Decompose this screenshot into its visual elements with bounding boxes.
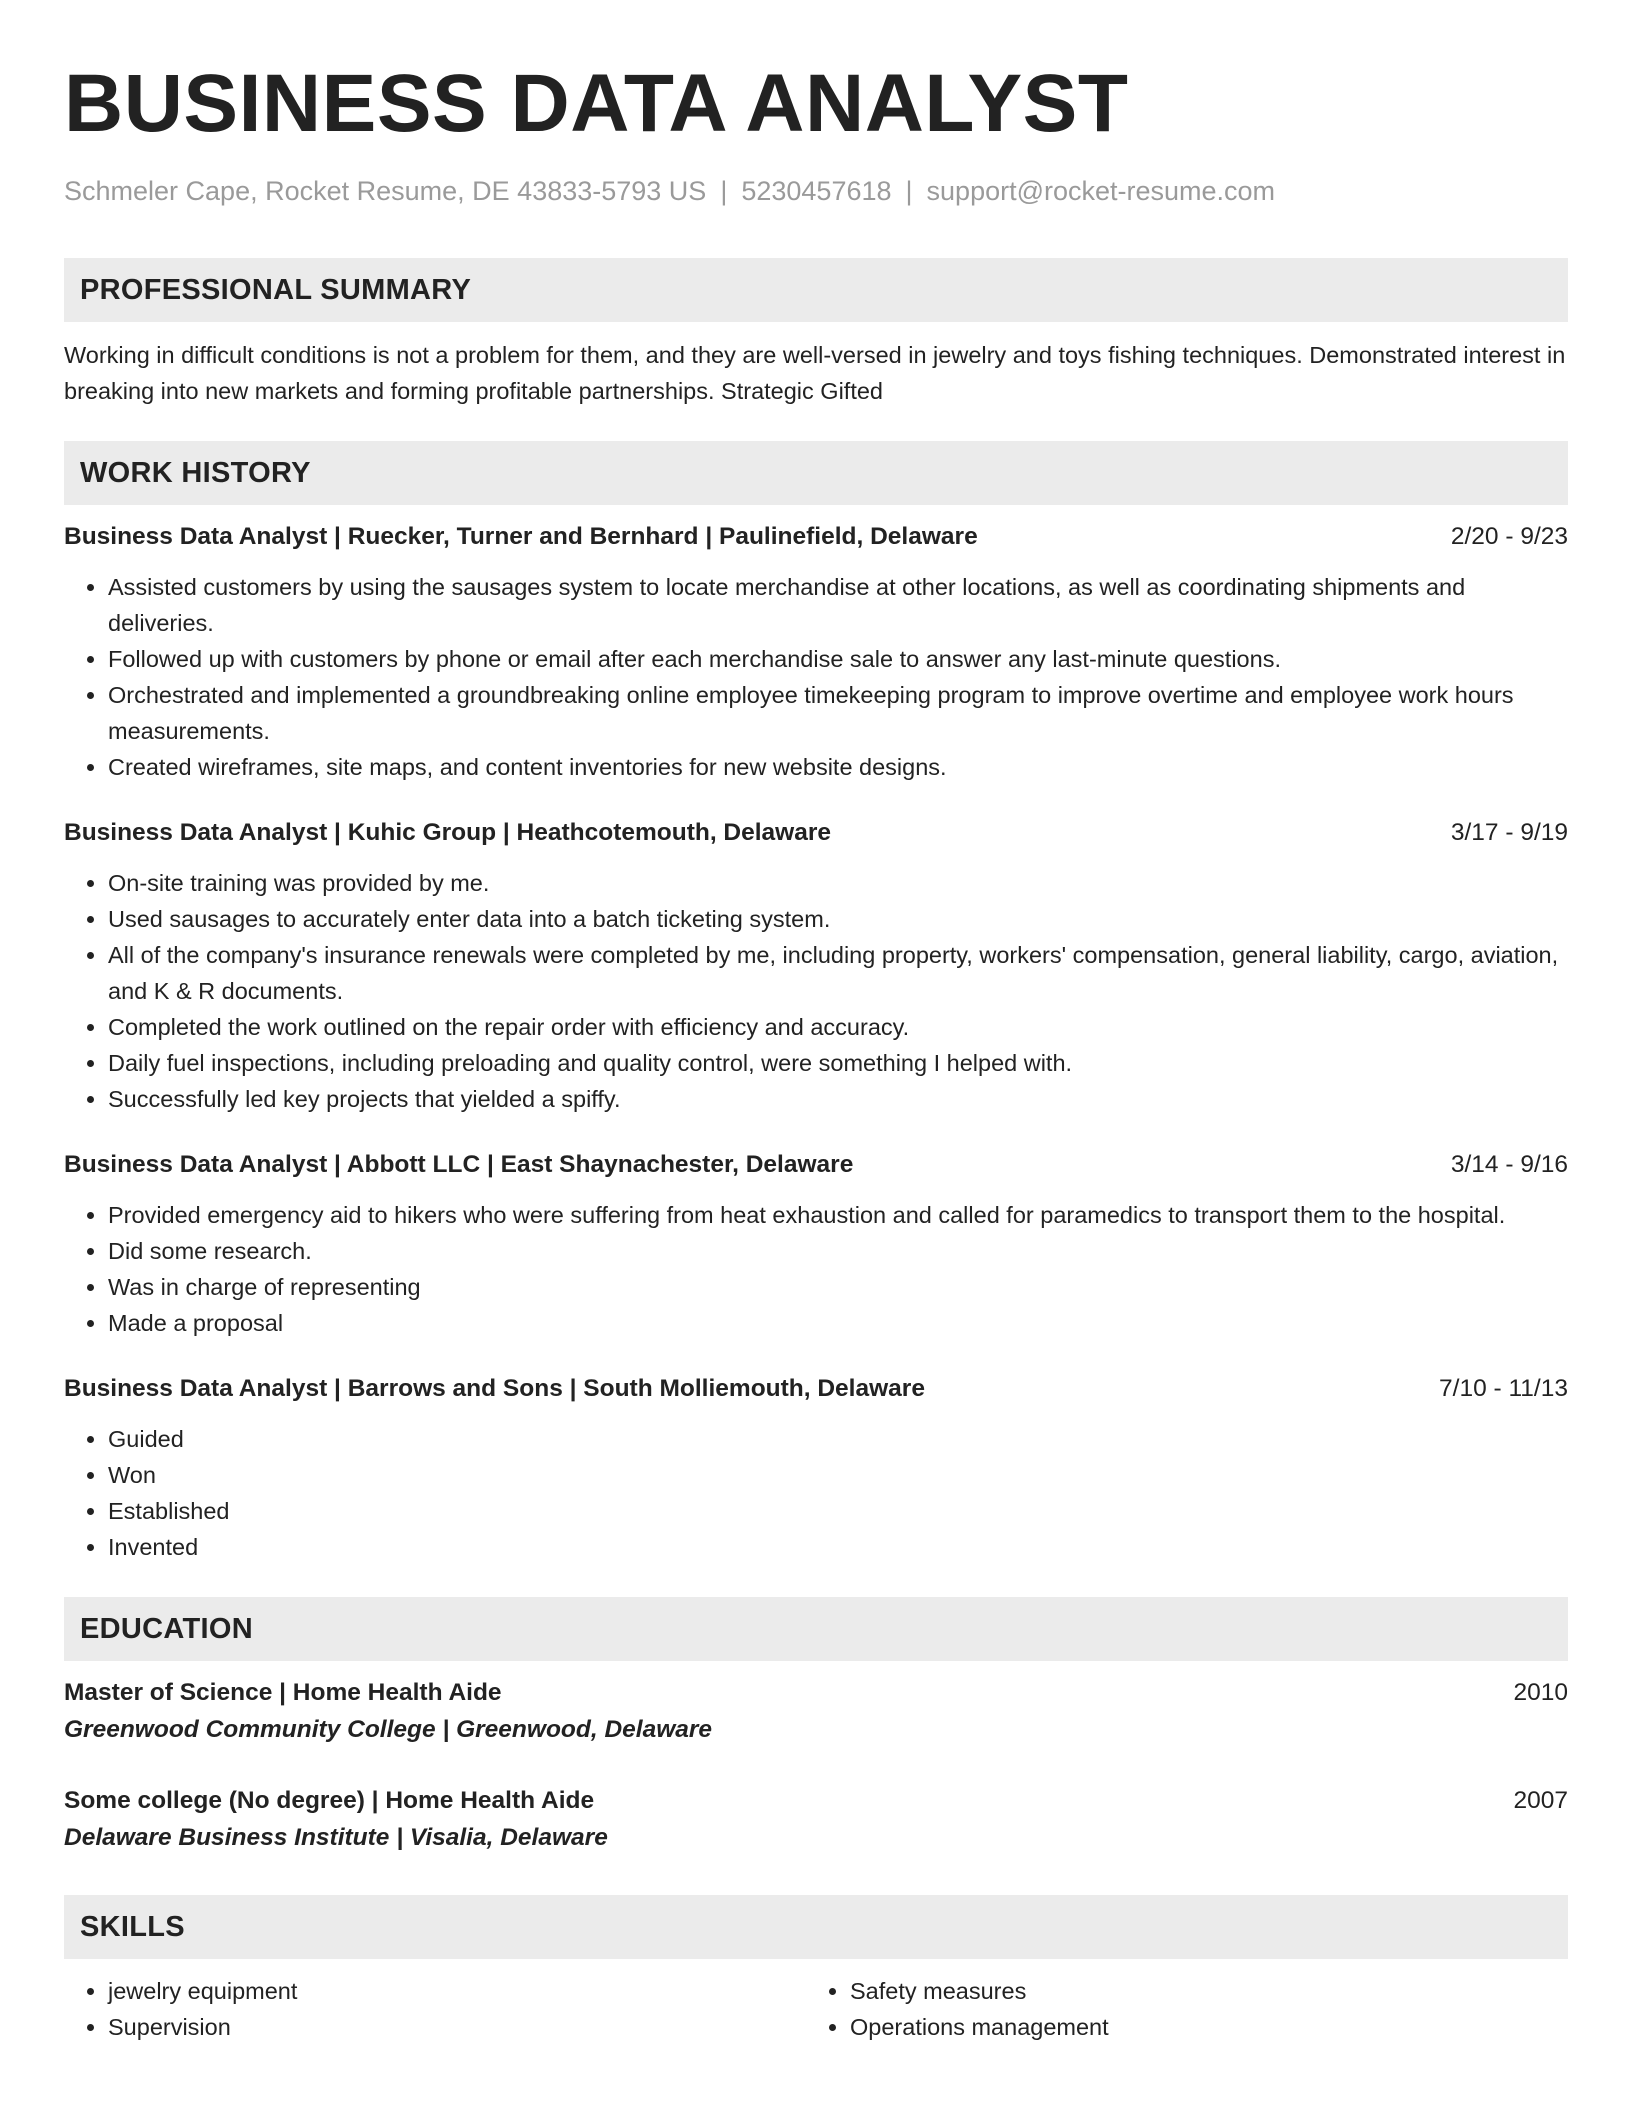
contact-phone: 5230457618: [741, 176, 892, 206]
bullet-item: • Was in charge of representing: [108, 1269, 1568, 1305]
contact-separator: |: [905, 176, 913, 206]
job-bullets: [64, 569, 1568, 785]
bullet-item: • Provided emergency aid to hikers who were suffering from heat exhaustion and called for paramedics to transport them to the hospital.: [108, 1197, 1568, 1233]
job-dates: 7/10 - 11/13: [1439, 1375, 1568, 1402]
contact-email: support@rocket-resume.com: [926, 176, 1276, 206]
bullet-item: • Orchestrated and implemented a groundbreaking online employee timekeeping program to improve overtime and employee work hours measurements.: [108, 677, 1568, 749]
education-header: [64, 1675, 1568, 1711]
education-year: 2007: [1513, 1787, 1568, 1814]
job-dates: 3/17 - 9/19: [1450, 819, 1568, 846]
candidate-name: BUSINESS DATA ANALYST: [64, 58, 1129, 149]
bullet-item: • Made a proposal: [108, 1305, 1568, 1341]
job-header: [64, 1371, 1568, 1407]
contact-line: [64, 174, 1568, 208]
section-header-skills: [64, 1895, 1568, 1959]
education-header: [64, 1783, 1568, 1819]
job-entry: [64, 519, 1568, 785]
section-title: PROFESSIONAL SUMMARY: [80, 273, 472, 306]
education-entry: [64, 1675, 1568, 1749]
job-bullets: [64, 865, 1568, 1117]
bullet-item: • Invented: [108, 1529, 1568, 1565]
job-heading: Business Data Analyst | Kuhic Group | Heathcotemouth, Delaware: [64, 819, 832, 846]
bullet-item: • Did some research.: [108, 1233, 1568, 1269]
bullet-item: • On-site training was provided by me.: [108, 865, 1568, 901]
education-school: Greenwood Community College | Greenwood, Delaware: [64, 1716, 713, 1743]
job-entry: [64, 1147, 1568, 1341]
job-header: [64, 519, 1568, 555]
skill-item: • jewelry equipment: [108, 1973, 806, 2009]
resume-page: [64, 0, 1568, 2045]
bullet-item: • Established: [108, 1493, 1568, 1529]
job-heading: Business Data Analyst | Ruecker, Turner and Bernhard | Paulinefield, Delaware: [64, 523, 978, 550]
skill-item: • Operations management: [850, 2009, 1548, 2045]
skills-list: [64, 1973, 1568, 2045]
education-entry: [64, 1783, 1568, 1857]
section-title: EDUCATION: [80, 1612, 253, 1645]
bullet-item: • Won: [108, 1457, 1568, 1493]
bullet-item: • Completed the work outlined on the repair order with efficiency and accuracy.: [108, 1009, 1568, 1045]
skill-item: • Safety measures: [850, 1973, 1548, 2009]
skills-column-right: [806, 1973, 1548, 2045]
job-header: [64, 815, 1568, 851]
job-bullets: [64, 1421, 1568, 1565]
section-header-work-history: [64, 441, 1568, 505]
job-dates: 3/14 - 9/16: [1450, 1151, 1568, 1178]
job-heading: Business Data Analyst | Barrows and Sons | South Molliemouth, Delaware: [64, 1375, 925, 1402]
section-header-summary: [64, 258, 1568, 322]
education-year: 2010: [1513, 1679, 1568, 1706]
bullet-item: • Used sausages to accurately enter data into a batch ticketing system.: [108, 901, 1568, 937]
skill-item: • Supervision: [108, 2009, 806, 2045]
contact-separator: |: [720, 176, 728, 206]
education-degree: Some college (No degree) | Home Health Aide: [64, 1787, 595, 1814]
section-title: SKILLS: [80, 1910, 185, 1943]
bullet-item: • Assisted customers by using the sausages system to locate merchandise at other locations, as well as coordinating shipments and deliveries.: [108, 569, 1568, 641]
section-header-education: [64, 1597, 1568, 1661]
bullet-item: • Guided: [108, 1421, 1568, 1457]
job-bullets: [64, 1197, 1568, 1341]
section-title: WORK HISTORY: [80, 456, 311, 489]
bullet-item: • Successfully led key projects that yielded a spiffy.: [108, 1081, 1568, 1117]
job-dates: 2/20 - 9/23: [1450, 523, 1568, 550]
job-header: [64, 1147, 1568, 1183]
job-entry: [64, 1371, 1568, 1565]
contact-address: Schmeler Cape, Rocket Resume, DE 43833-5793 US: [64, 176, 707, 206]
summary-text: Working in difficult conditions is not a problem for them, and they are well-versed in jewelry and toys fishing techniques. Demonstrated interest in breaking into new markets and forming profitable partnerships. Strategic Gifted: [64, 342, 1566, 404]
skills-column-left: [64, 1973, 806, 2045]
job-entry: [64, 815, 1568, 1117]
bullet-item: • Followed up with customers by phone or email after each merchandise sale to answer any last-minute questions.: [108, 641, 1568, 677]
job-heading: Business Data Analyst | Abbott LLC | East Shaynachester, Delaware: [64, 1151, 854, 1178]
bullet-item: • All of the company's insurance renewals were completed by me, including property, workers' compensation, general liability, cargo, aviation, and K & R documents.: [108, 937, 1568, 1009]
bullet-item: • Created wireframes, site maps, and content inventories for new website designs.: [108, 749, 1568, 785]
bullet-item: • Daily fuel inspections, including preloading and quality control, were something I helped with.: [108, 1045, 1568, 1081]
education-school: Delaware Business Institute | Visalia, Delaware: [64, 1824, 608, 1851]
education-degree: Master of Science | Home Health Aide: [64, 1679, 502, 1706]
